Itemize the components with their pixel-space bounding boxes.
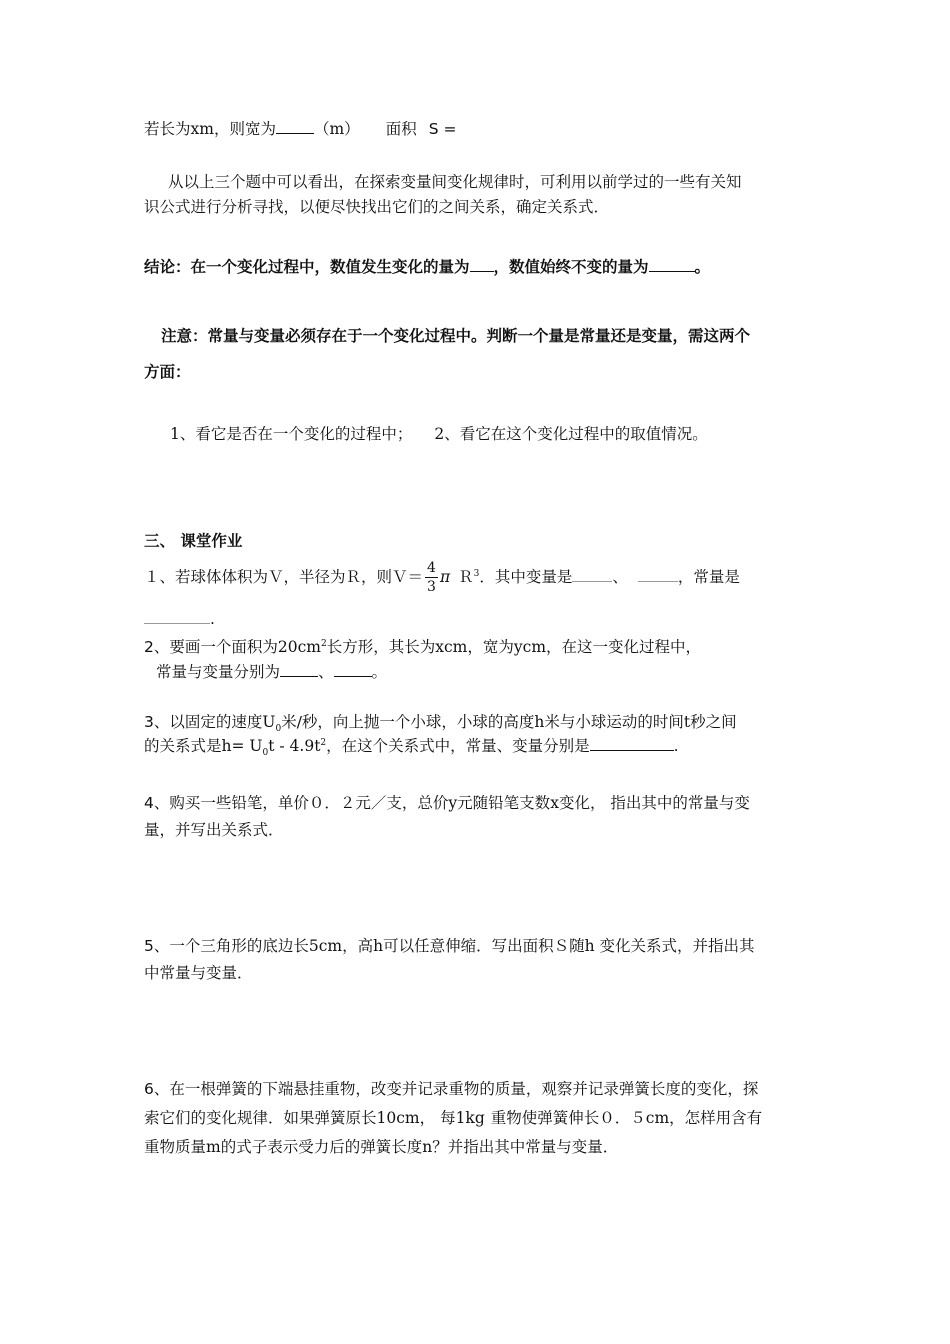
text: 。 (694, 258, 711, 276)
text: . (673, 737, 679, 755)
num: 2 (434, 425, 445, 443)
question-5-line-2: 中常量与变量． (144, 964, 253, 982)
text: ，在这个关系式中，常量、变量分别是 (326, 737, 590, 755)
text: 元随铅笔支数 (457, 794, 551, 812)
question-1 (144, 559, 740, 596)
text: 可以任意伸缩．写出面积Ｓ随 (383, 937, 585, 955)
text: 秒之间 (690, 713, 737, 731)
text: 索它们的变化规律．如果弹簧原长 (144, 1109, 377, 1127)
text: 3、以固定的速度 (144, 713, 263, 731)
text: ，在这一变化过程中， (546, 638, 702, 656)
value: ０．５cm (599, 1109, 670, 1127)
text: ，则宽为 (213, 120, 276, 138)
formula: h= U (221, 737, 263, 755)
text: 元／支，总价 (355, 794, 449, 812)
blank (649, 257, 695, 272)
value: t (683, 713, 691, 731)
blank (470, 257, 494, 272)
line-width-area (144, 119, 456, 139)
note-line-2: 方面： (144, 363, 191, 381)
summary-line-1: 从以上三个题中可以看出，在探索变量间变化规律时，可利用以前学过的一些有关知 (168, 173, 742, 191)
text: ，宽为 (467, 638, 514, 656)
text: 、看它在这个变化过程中的取值情况。 (444, 425, 708, 443)
exponent: 2 (320, 638, 327, 649)
text: 的式子表示受力后的弹簧长度 (220, 1138, 423, 1156)
subscript: 0 (275, 724, 282, 735)
question-3-line-2 (144, 736, 679, 759)
summary-line-2: 识公式进行分析寻找，以便尽快找出它们的之间关系，确定关系式． (144, 198, 610, 216)
text: 5、一个三角形的底边长 (144, 937, 309, 955)
note-line-1: 注意：常量与变量必须存在于一个变化过程中。判断一个量是常量还是变量，需这两个 (161, 327, 751, 345)
text: . (210, 610, 215, 628)
subscript: 0 (262, 748, 269, 759)
text: ，常量是 (677, 568, 740, 586)
text: 。 (371, 663, 388, 681)
value: x (550, 794, 559, 812)
formula: t - 4.9t (268, 737, 321, 755)
blank (144, 609, 210, 624)
value: U (262, 713, 276, 731)
text: 面积 (385, 120, 417, 138)
section-title: 三、 课堂作业 (144, 532, 243, 550)
num: １ (144, 568, 160, 586)
conclusion (144, 257, 710, 277)
pi: π (439, 568, 451, 586)
fraction-denominator: 3 (427, 579, 436, 595)
formula-s: S = (428, 120, 457, 138)
blank (572, 567, 612, 582)
value: h (584, 937, 595, 955)
text: 、 (318, 663, 334, 681)
text: ， 每 (419, 1109, 456, 1127)
text: 结论：在一个变化过程中，数值发生变化的量为 (144, 258, 470, 276)
text: ，高 (342, 937, 374, 955)
value: ycm (513, 638, 547, 656)
blank (638, 567, 678, 582)
text: 变化关系式，并指出其 (594, 937, 755, 955)
text: 重物使弹簧伸长 (490, 1109, 600, 1127)
text: ，数值始终不变的量为 (493, 258, 649, 276)
text: 4、购买一些铅笔，单价 (144, 794, 309, 812)
value: n (422, 1138, 433, 1156)
var-x: xm (190, 120, 214, 138)
question-6-line-3 (144, 1137, 618, 1157)
value: h (373, 937, 384, 955)
question-6: 6、在一根弹簧的下端悬挂重物，改变并记录重物的质量，观察并记录弹簧长度的变化，探 (144, 1080, 759, 1098)
question-5 (144, 936, 755, 956)
value: 20cm (277, 638, 321, 656)
text: 、若球体体积为Ｖ，半径为Ｒ，则Ｖ＝ (159, 568, 424, 586)
fraction (425, 559, 438, 596)
exponent: 3 (473, 568, 480, 579)
unit: （m） (313, 120, 360, 138)
question-1-line-2 (144, 609, 215, 629)
blank (280, 662, 318, 677)
text: 、 (612, 568, 628, 586)
value: xcm (435, 638, 468, 656)
text: ．其中变量是 (479, 568, 573, 586)
value: y (448, 794, 458, 812)
value: 1kg (455, 1109, 485, 1127)
text: ？并指出其中常量与变量． (432, 1138, 619, 1156)
question-2 (144, 637, 701, 657)
blank (590, 736, 674, 751)
text: 长方形，其长为 (326, 638, 436, 656)
value: m (206, 1138, 221, 1156)
text: 变化， 指出其中的常量与变 (558, 794, 750, 812)
text: 2、要画一个面积为 (144, 638, 278, 656)
value: ０．２ (308, 794, 356, 812)
question-4 (144, 793, 750, 813)
text: 若长为 (144, 120, 191, 138)
text: 的关系式是 (144, 737, 222, 755)
question-4-line-2: 量，并写出关系式． (144, 821, 284, 839)
text: 米与小球运动的时间 (544, 713, 684, 731)
question-6-line-2 (144, 1108, 762, 1128)
fraction-numerator: 4 (427, 560, 436, 576)
text: 、看它是否在一个变化的过程中； (179, 425, 413, 443)
question-3 (144, 712, 737, 735)
num: 1 (170, 425, 180, 443)
value: 5cm (308, 937, 343, 955)
blank-width (276, 119, 314, 134)
points-line (170, 424, 708, 444)
question-2-line-2 (156, 662, 387, 682)
exponent: 2 (320, 737, 327, 748)
text: 米/秒，向上抛一个小球，小球的高度 (281, 713, 535, 731)
text: 常量与变量分别为 (156, 663, 281, 681)
text: Ｒ (458, 568, 474, 586)
value: 10cm (376, 1109, 420, 1127)
blank (334, 662, 372, 677)
value: h (534, 713, 545, 731)
text: 重物质量 (144, 1138, 207, 1156)
text: ，怎样用含有 (669, 1109, 763, 1127)
